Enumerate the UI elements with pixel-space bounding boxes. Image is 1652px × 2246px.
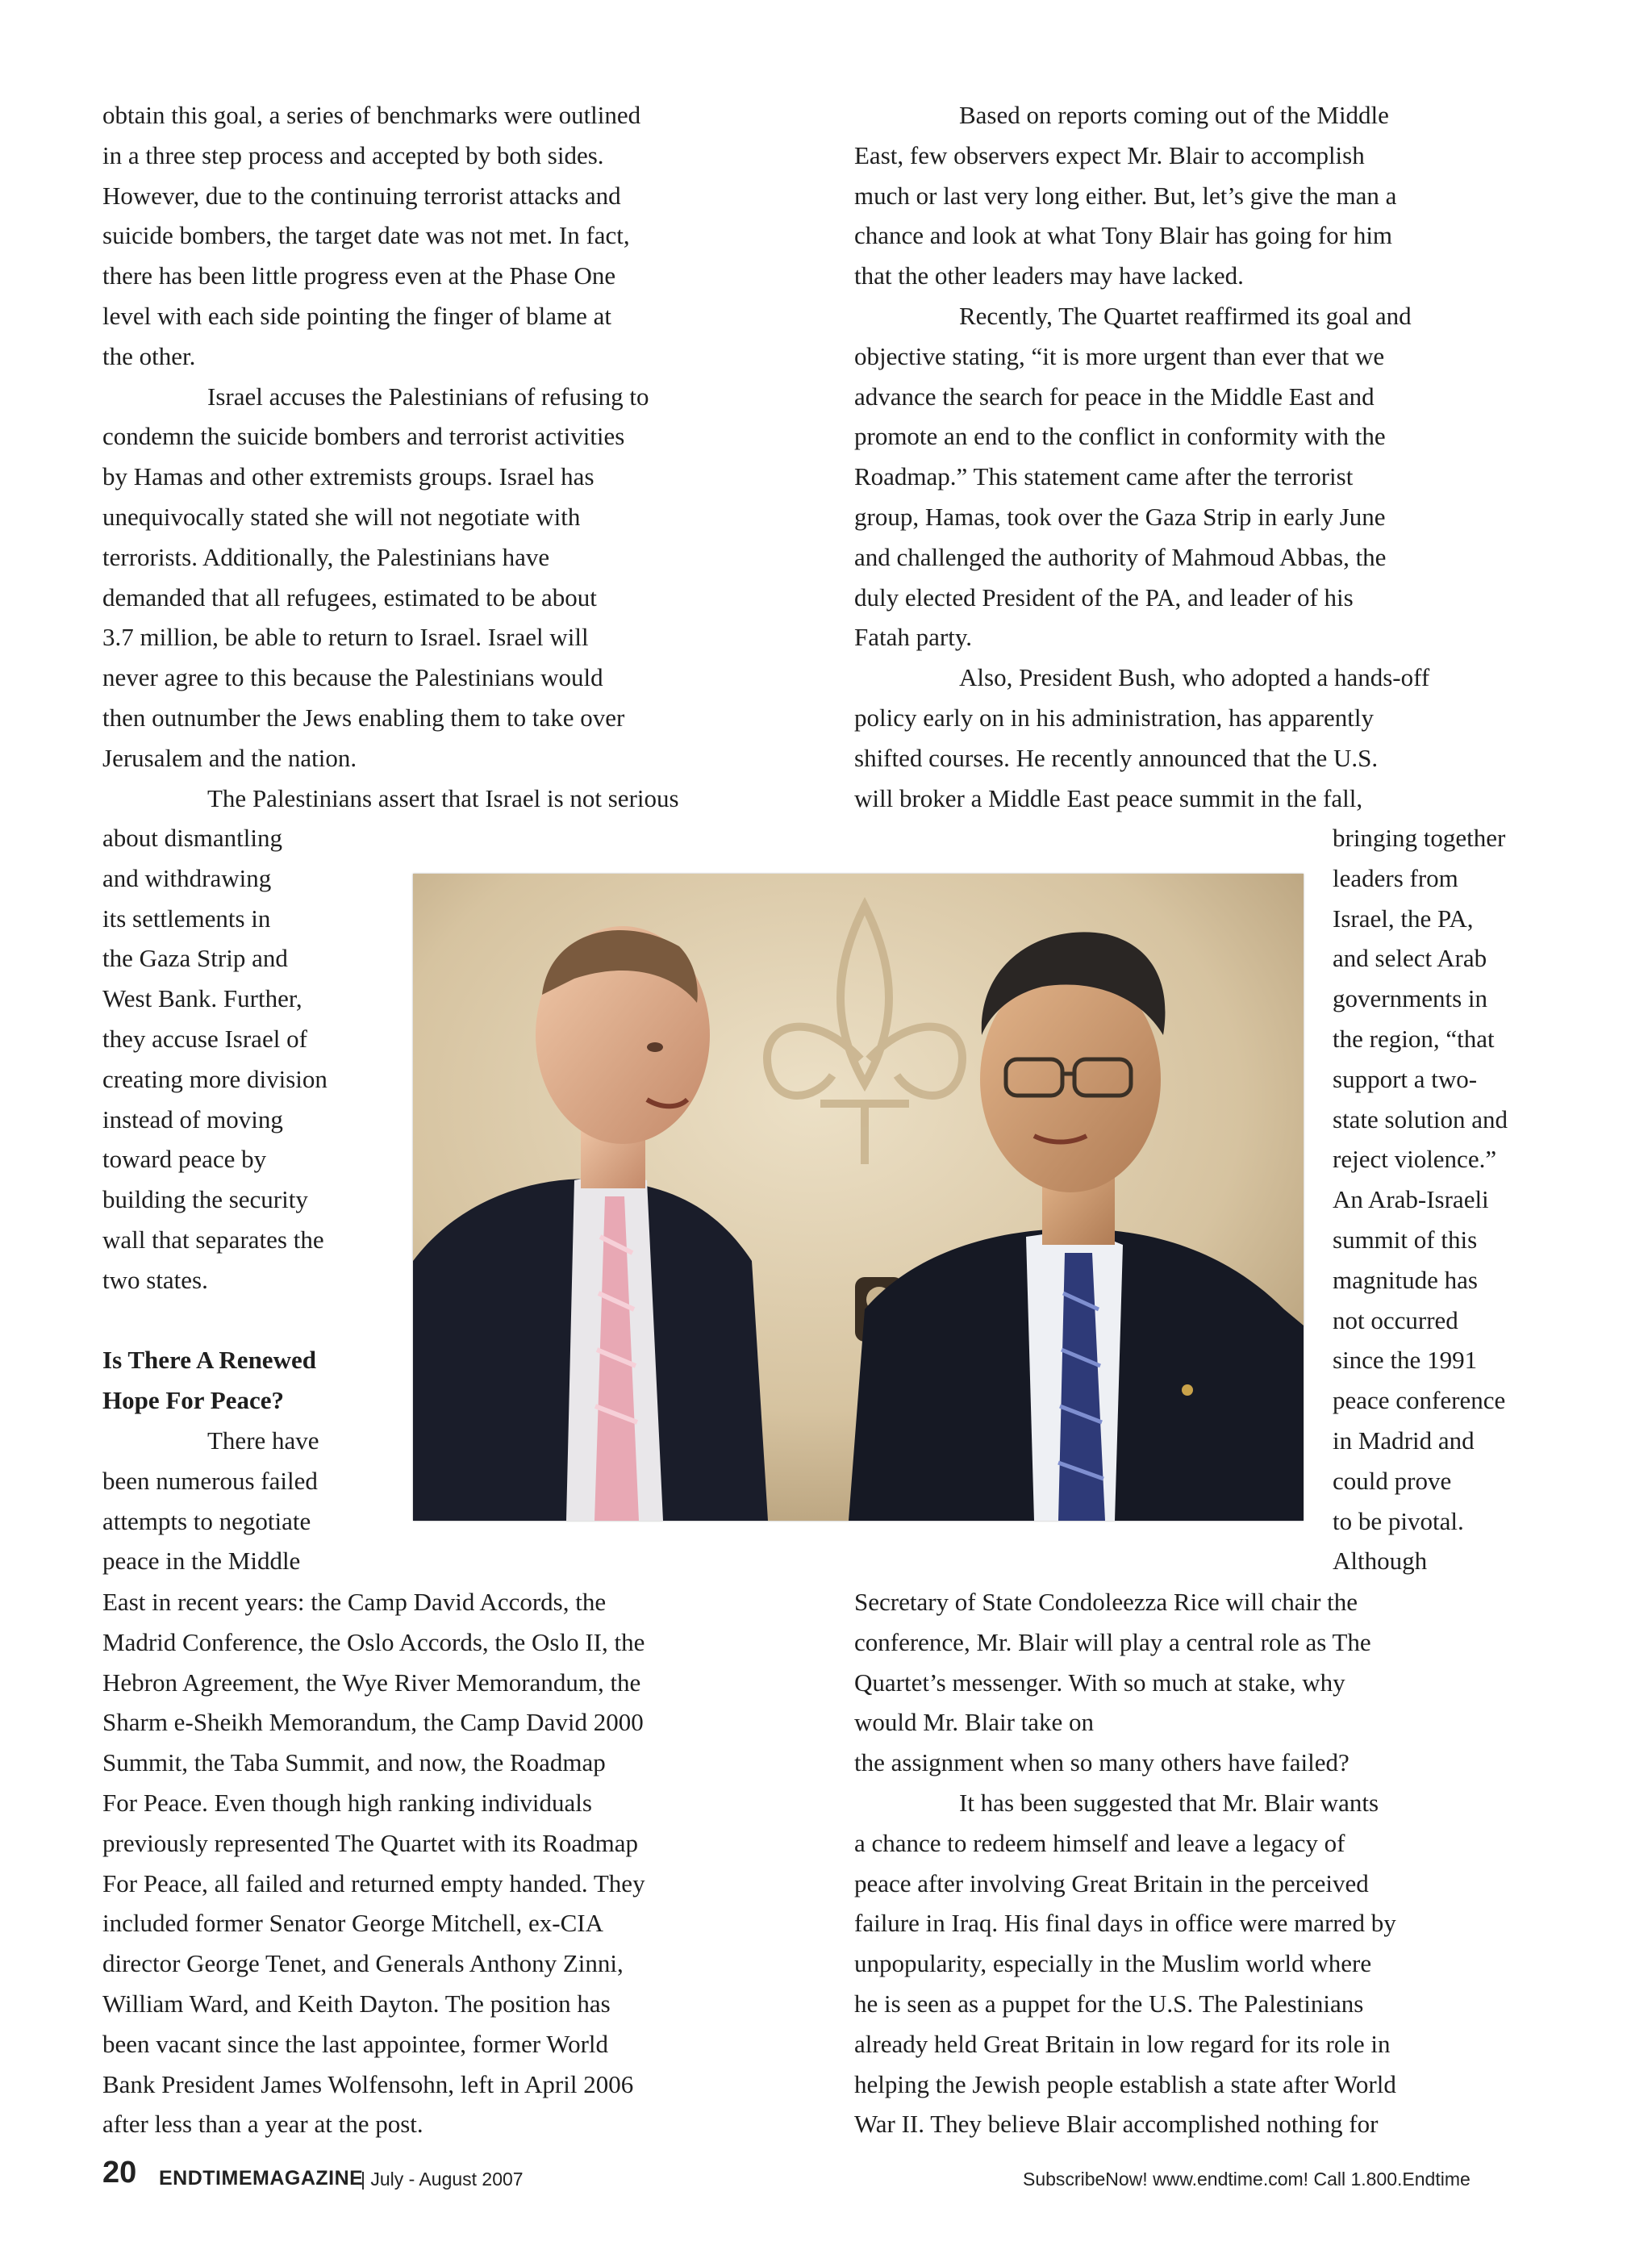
text-line: It has been suggested that Mr. Blair wants xyxy=(959,1788,1379,1817)
text-line: peace conference xyxy=(1333,1386,1506,1415)
text-line: then outnumber the Jews enabling them to take over xyxy=(102,703,625,732)
text-line: after less than a year at the post. xyxy=(102,2110,423,2139)
text-line: William Ward, and Keith Dayton. The position has xyxy=(102,1989,611,2018)
text-line: Israel accuses the Palestinians of refusing to xyxy=(207,382,649,411)
text-line: leaders from xyxy=(1333,863,1458,892)
text-line: Quartet’s messenger. With so much at stake, why xyxy=(854,1668,1345,1697)
text-line: For Peace, all failed and returned empty handed. They xyxy=(102,1868,645,1897)
right-column-wrap xyxy=(1333,818,1508,1581)
text-line: advance the search for peace in the Middle East and xyxy=(854,382,1375,411)
text-line: unpopularity, especially in the Muslim world where xyxy=(854,1949,1372,1978)
text-line: unequivocally stated she will not negotiate with xyxy=(102,502,581,531)
text-line: Sharm e-Sheikh Memorandum, the Camp David 2000 xyxy=(102,1708,644,1737)
text-line: policy early on in his administration, has apparently xyxy=(854,703,1374,732)
text-line: never agree to this because the Palestinians would xyxy=(102,663,603,692)
text-line: they accuse Israel of xyxy=(102,1024,307,1053)
text-line: level with each side pointing the finger of blame at xyxy=(102,301,611,330)
text-line: suicide bombers, the target date was not met. In fact, xyxy=(102,221,630,250)
section-heading: Hope For Peace? xyxy=(102,1386,284,1415)
text-line: its settlements in xyxy=(102,904,271,933)
text-line: condemn the suicide bombers and terrorist activities xyxy=(102,422,625,451)
text-line: Roadmap.” This statement came after the terrorist xyxy=(854,462,1354,491)
text-line: creating more division xyxy=(102,1064,327,1093)
subscribe-info: SubscribeNow! www.endtime.com! Call 1.800.Endtime xyxy=(1023,2169,1471,2190)
text-line: peace after involving Great Britain in the perceived xyxy=(854,1868,1369,1897)
text-line: governments in xyxy=(1333,984,1487,1013)
text-line: failure in Iraq. His final days in office were marred by xyxy=(854,1909,1396,1938)
text-line: An Arab-Israeli xyxy=(1333,1185,1489,1214)
text-line: Madrid Conference, the Oslo Accords, the Oslo II, the xyxy=(102,1627,645,1656)
text-line: will broker a Middle East peace summit in the fall, xyxy=(854,783,1363,812)
text-line: the assignment when so many others have failed? xyxy=(854,1748,1350,1777)
text-line: helping the Jewish people establish a state after World xyxy=(854,2069,1396,2098)
text-line: Bank President James Wolfensohn, left in April 2006 xyxy=(102,2069,634,2098)
left-column-top xyxy=(102,95,679,818)
text-line: in Madrid and xyxy=(1333,1426,1475,1455)
issue-date: | July - August 2007 xyxy=(361,2169,524,2190)
text-line: Hebron Agreement, the Wye River Memorandum, the xyxy=(102,1668,641,1697)
text-line: Also, President Bush, who adopted a hands-off xyxy=(959,663,1430,692)
text-line: peace in the Middle xyxy=(102,1547,301,1576)
text-line: demanded that all refugees, estimated to be about xyxy=(102,582,597,612)
text-line: in a three step process and accepted by both sides. xyxy=(102,140,604,169)
text-line: Secretary of State Condoleezza Rice will chair the xyxy=(854,1588,1358,1616)
text-line: Jerusalem and the nation. xyxy=(102,743,357,772)
text-line: he is seen as a puppet for the U.S. The Palestinians xyxy=(854,1989,1364,2018)
text-line: and challenged the authority of Mahmoud Abbas, the xyxy=(854,542,1387,571)
text-line: director George Tenet, and Generals Anthony Zinni, xyxy=(102,1949,624,1978)
text-line: would Mr. Blair take on xyxy=(854,1708,1095,1737)
text-line: instead of moving xyxy=(102,1104,283,1133)
text-line: obtain this goal, a series of benchmarks were outlined xyxy=(102,101,641,129)
text-line: conference, Mr. Blair will play a central role as The xyxy=(854,1627,1371,1656)
text-line: that the other leaders may have lacked. xyxy=(854,261,1244,290)
text-line: attempts to negotiate xyxy=(102,1506,311,1535)
text-line: There have xyxy=(207,1426,319,1455)
text-line: Fatah party. xyxy=(854,623,973,652)
text-line: two states. xyxy=(102,1265,208,1294)
text-line: East, few observers expect Mr. Blair to accomplish xyxy=(854,140,1365,169)
text-line: For Peace. Even though high ranking individuals xyxy=(102,1788,592,1817)
text-line: since the 1991 xyxy=(1333,1346,1478,1375)
text-line: chance and look at what Tony Blair has going for him xyxy=(854,221,1393,250)
text-line: summit of this xyxy=(1333,1225,1478,1254)
text-line: duly elected President of the PA, and leader of his xyxy=(854,582,1354,612)
text-line: West Bank. Further, xyxy=(102,984,302,1013)
text-line: included former Senator George Mitchell, ex-CIA xyxy=(102,1909,603,1938)
page-number: 20 xyxy=(102,2156,137,2190)
text-line: Israel, the PA, xyxy=(1333,904,1474,933)
text-line: shifted courses. He recently announced that the U.S. xyxy=(854,743,1379,772)
right-column-top xyxy=(854,95,1429,818)
right-column-bottom xyxy=(854,1582,1396,2144)
text-line: to be pivotal. xyxy=(1333,1506,1464,1535)
text-line: terrorists. Additionally, the Palestinians have xyxy=(102,542,550,571)
text-line: The Palestinians assert that Israel is not serious xyxy=(207,783,679,812)
text-line: much or last very long either. But, let’s give the man a xyxy=(854,181,1397,210)
text-line: and withdrawing xyxy=(102,863,272,892)
text-line: objective stating, “it is more urgent than ever that we xyxy=(854,341,1385,370)
text-line: Summit, the Taba Summit, and now, the Roadmap xyxy=(102,1748,606,1777)
text-line: state solution and xyxy=(1333,1104,1508,1133)
text-line: already held Great Britain in low regard for its role in xyxy=(854,2029,1391,2058)
text-line: support a two- xyxy=(1333,1064,1478,1093)
text-line: bringing together xyxy=(1333,824,1506,852)
text-line: and select Arab xyxy=(1333,944,1487,973)
text-line: the other. xyxy=(102,341,196,370)
text-line: East in recent years: the Camp David Accords, the xyxy=(102,1588,607,1616)
text-line: Although xyxy=(1333,1547,1428,1576)
text-line: However, due to the continuing terrorist attacks and xyxy=(102,181,621,210)
text-line: building the security xyxy=(102,1185,308,1214)
article-photo xyxy=(413,874,1304,1521)
text-line: 3.7 million, be able to return to Israel. Israel will xyxy=(102,623,589,652)
text-line: been numerous failed xyxy=(102,1466,318,1495)
left-column-bottom xyxy=(102,1582,645,2144)
text-line: War II. They believe Blair accomplished nothing for xyxy=(854,2110,1379,2139)
text-line: previously represented The Quartet with its Roadmap xyxy=(102,1828,639,1857)
text-line: promote an end to the conflict in conformity with the xyxy=(854,422,1386,451)
text-line: wall that separates the xyxy=(102,1225,324,1254)
text-line: magnitude has xyxy=(1333,1265,1478,1294)
text-line: Recently, The Quartet reaffirmed its goal and xyxy=(959,301,1412,330)
magazine-name: ENDTIMEMAGAZINE xyxy=(159,2167,364,2190)
text-line: group, Hamas, took over the Gaza Strip in early June xyxy=(854,502,1386,531)
text-line: reject violence.” xyxy=(1333,1145,1497,1174)
text-line: the Gaza Strip and xyxy=(102,944,288,973)
text-line: there has been little progress even at the Phase One xyxy=(102,261,616,290)
text-line: Based on reports coming out of the Middle xyxy=(959,101,1389,129)
text-line: could prove xyxy=(1333,1466,1452,1495)
text-line: a chance to redeem himself and leave a legacy of xyxy=(854,1828,1345,1857)
text-line: not occurred xyxy=(1333,1305,1458,1334)
text-line: by Hamas and other extremists groups. Israel has xyxy=(102,462,594,491)
text-line: about dismantling xyxy=(102,824,283,852)
text-line: been vacant since the last appointee, former World xyxy=(102,2029,609,2058)
section-heading: Is There A Renewed xyxy=(102,1346,316,1375)
text-line: the region, “that xyxy=(1333,1024,1495,1053)
left-column-wrap xyxy=(102,818,327,1581)
text-line: toward peace by xyxy=(102,1145,267,1174)
